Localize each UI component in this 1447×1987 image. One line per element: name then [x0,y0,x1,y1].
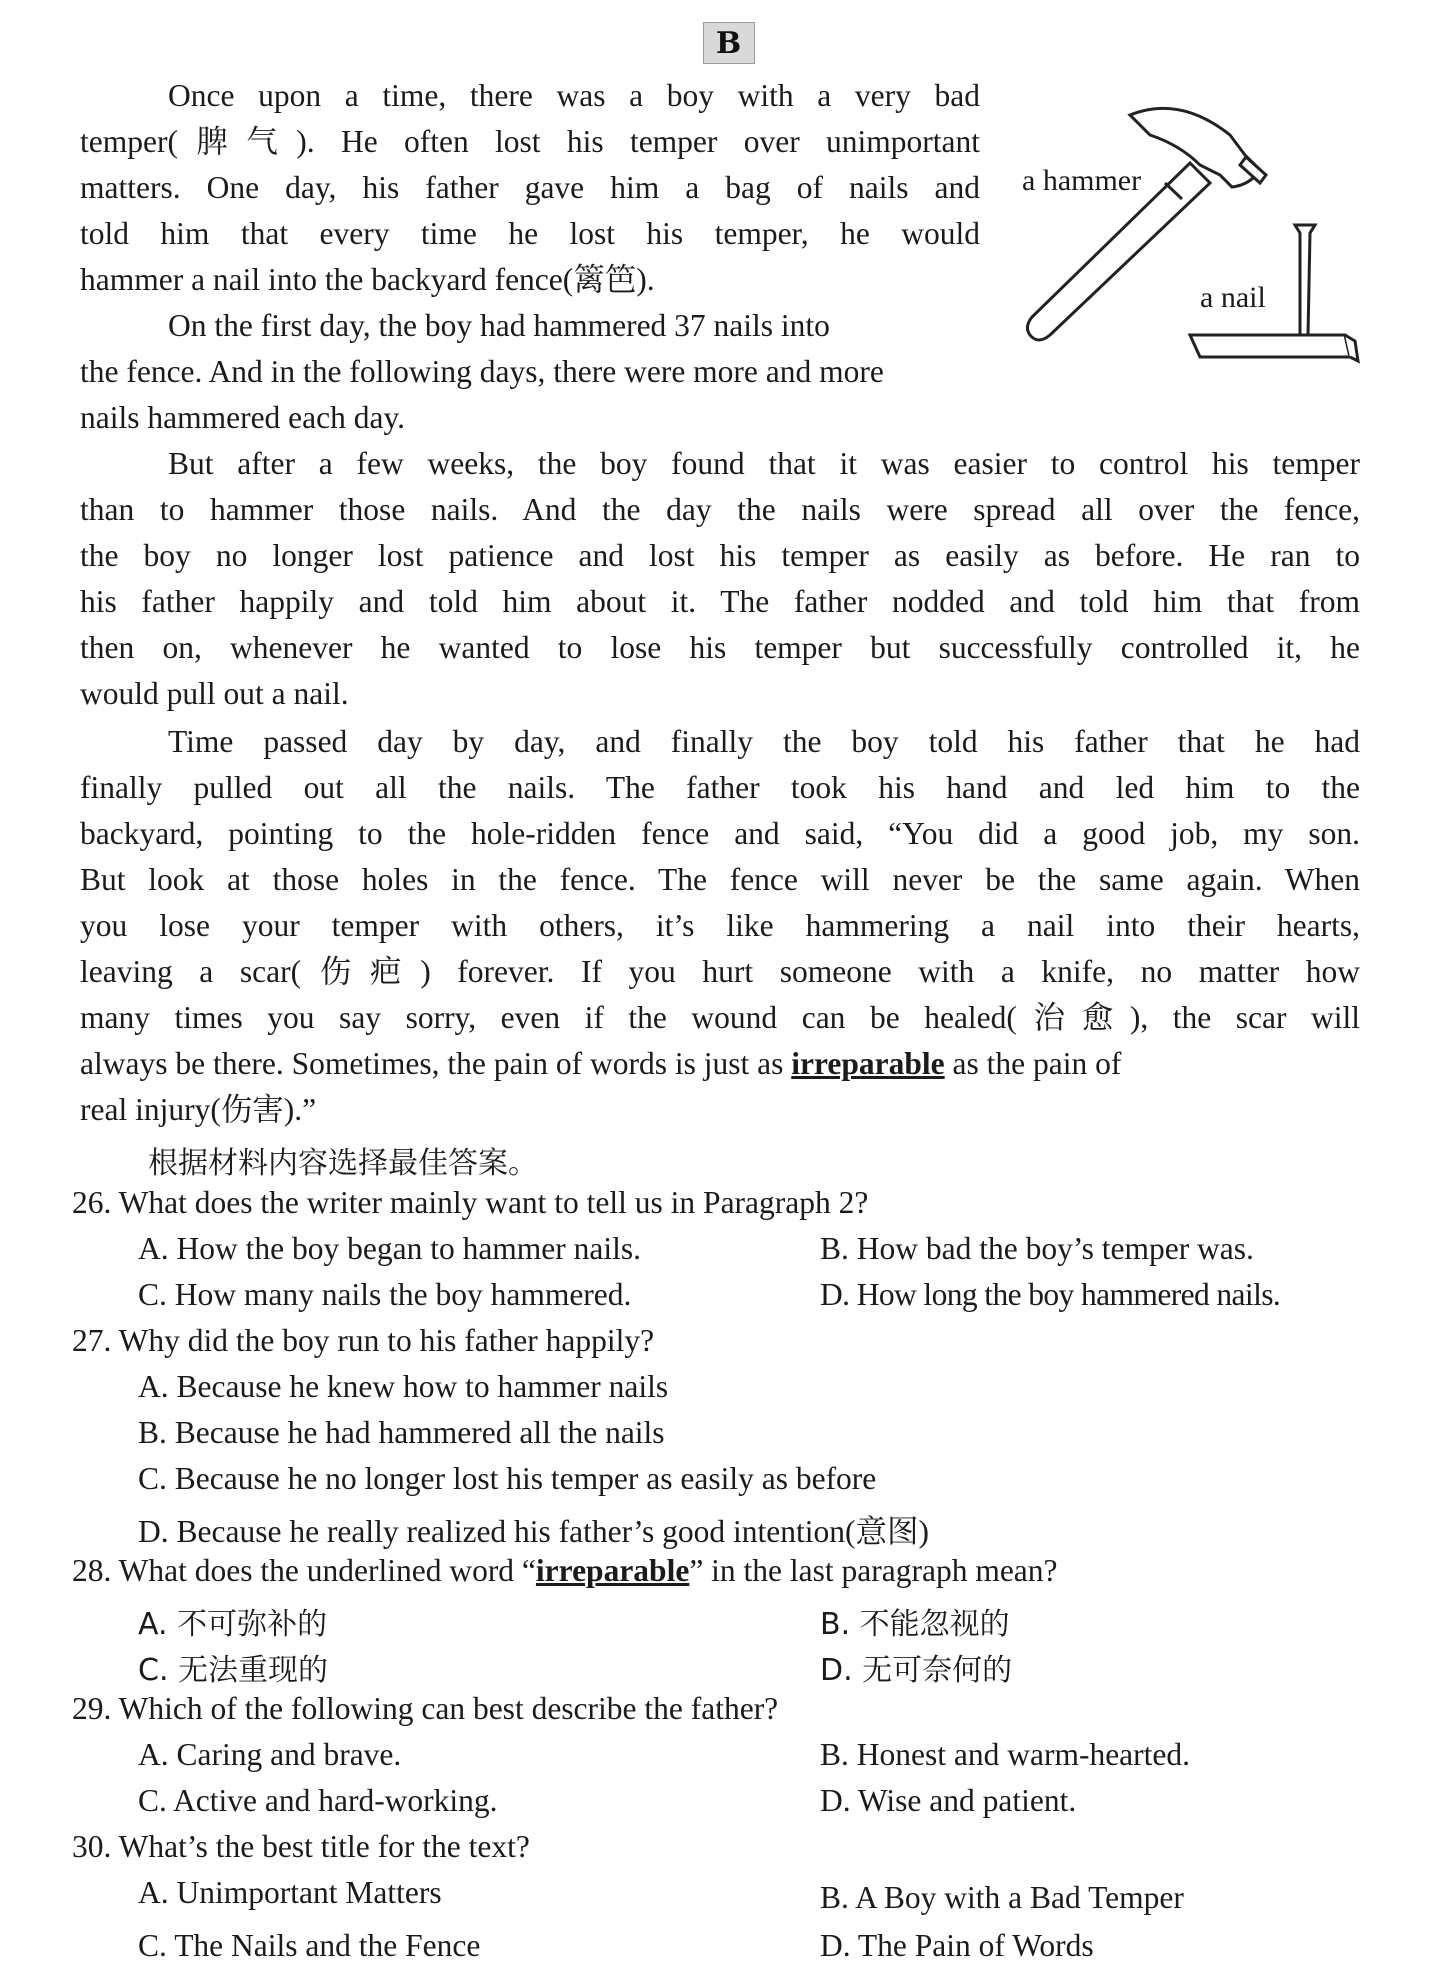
question-27-option-d[interactable]: D. Because he really realized his father’s good intention(意图) [138,1514,930,1549]
passage-line: nails hammered each day. [80,400,406,435]
passage-line: hammer a nail into the backyard fence(篱笆). [80,262,655,297]
passage-line: would pull out a nail. [80,676,349,711]
question-30-option-a[interactable]: A. Unimportant Matters [138,1875,442,1910]
nail-icon [1295,225,1315,345]
question-26-stem: 26. What does the writer mainly want to tell us in Paragraph 2? [72,1185,869,1220]
question-29-option-a[interactable]: A. Caring and brave. [138,1737,402,1772]
paragraph-4 [80,719,1360,1133]
passage-line: Time passed day by day, and finally the boy told his father that he had [168,724,1360,759]
hammer-nail-illustration [1010,95,1370,385]
passage-line: then on, whenever he wanted to lose his temper but successfully controlled it, he [80,630,1360,665]
question-28-option-a[interactable]: A. 不可弥补的 [138,1607,328,1642]
passage-line: finally pulled out all the nails. The father took his hand and led him to the [80,770,1360,805]
question-27-option-c[interactable]: C. Because he no longer lost his temper as easily as before [138,1461,877,1496]
question-30-option-b[interactable]: B. A Boy with a Bad Temper [820,1880,1184,1915]
paragraph-3 [80,441,1360,717]
nail-label: a nail [1200,281,1266,314]
question-27-option-a[interactable]: A. Because he knew how to hammer nails [138,1369,669,1404]
passage-line: matters. One day, his father gave him a bag of nails and [80,170,980,205]
question-28-stem-text: 28. What does the underlined word “ [72,1553,536,1588]
section-label: B [703,22,755,64]
paragraph-1 [80,73,980,303]
passage-text: always be there. Sometimes, the pain of words is just as [80,1046,792,1081]
passage-line: But look at those holes in the fence. The fence will never be the same again. When [80,862,1360,897]
passage-line: than to hammer those nails. And the day the nails were spread all over the fence, [80,492,1360,527]
question-29-option-d[interactable]: D. Wise and patient. [820,1783,1077,1818]
question-30-stem: 30. What’s the best title for the text? [72,1829,530,1864]
question-instruction: 根据材料内容选择最佳答案。 [148,1146,538,1181]
question-29-stem: 29. Which of the following can best describe the father? [72,1691,779,1726]
passage-line: On the first day, the boy had hammered 37 nails into [168,308,830,343]
question-28-stem [72,1553,1058,1589]
question-29-option-b[interactable]: B. Honest and warm-hearted. [820,1737,1191,1772]
underlined-word: irreparable [791,1046,945,1081]
question-28-option-b[interactable]: B. 不能忽视的 [820,1607,1010,1642]
board-icon [1190,335,1358,361]
passage-line [80,1041,1360,1087]
passage-line: real injury(伤害).” [80,1092,317,1127]
passage-line: Once upon a time, there was a boy with a very bad [168,78,980,113]
underlined-word: irreparable [535,1553,690,1588]
passage-line: told him that every time he lost his temper, he would [80,216,980,251]
passage-line: many times you say sorry, even if the wound can be healed(治愈), the scar will [80,1000,1360,1035]
question-30-option-c[interactable]: C. The Nails and the Fence [138,1928,481,1963]
passage-line: the boy no longer lost patience and lost his temper as easily as before. He ran to [80,538,1360,573]
passage-text: as the pain of [944,1046,1122,1081]
question-26-option-d[interactable]: D. How long the boy hammered nails. [820,1277,1281,1312]
question-27-stem: 27. Why did the boy run to his father happily? [72,1323,655,1358]
hammer-label: a hammer [1022,164,1142,197]
question-29-option-c[interactable]: C. Active and hard-working. [138,1783,498,1818]
question-28-option-c[interactable]: C. 无法重现的 [138,1653,329,1688]
passage-line: leaving a scar(伤疤) forever. If you hurt someone with a knife, no matter how [80,954,1360,989]
passage-line: his father happily and told him about it. The father nodded and told him that from [80,584,1360,619]
question-28-stem-text: ” in the last paragraph mean? [689,1553,1058,1588]
passage-line: you lose your temper with others, it’s like hammering a nail into their hearts, [80,908,1360,943]
passage-line: temper(脾气). He often lost his temper over unimportant [80,124,980,159]
passage-line: But after a few weeks, the boy found that it was easier to control his temper [168,446,1360,481]
question-28-option-d[interactable]: D. 无可奈何的 [820,1653,1013,1688]
question-27-option-b[interactable]: B. Because he had hammered all the nails [138,1415,665,1450]
question-26-option-a[interactable]: A. How the boy began to hammer nails. [138,1231,642,1266]
passage-line: backyard, pointing to the hole-ridden fence and said, “You did a good job, my son. [80,816,1360,851]
question-26-option-c[interactable]: C. How many nails the boy hammered. [138,1277,632,1312]
question-26-option-b[interactable]: B. How bad the boy’s temper was. [820,1231,1254,1266]
passage-line: the fence. And in the following days, there were more and more [80,354,884,389]
paragraph-2 [80,303,1040,441]
question-30-option-d[interactable]: D. The Pain of Words [820,1928,1094,1963]
